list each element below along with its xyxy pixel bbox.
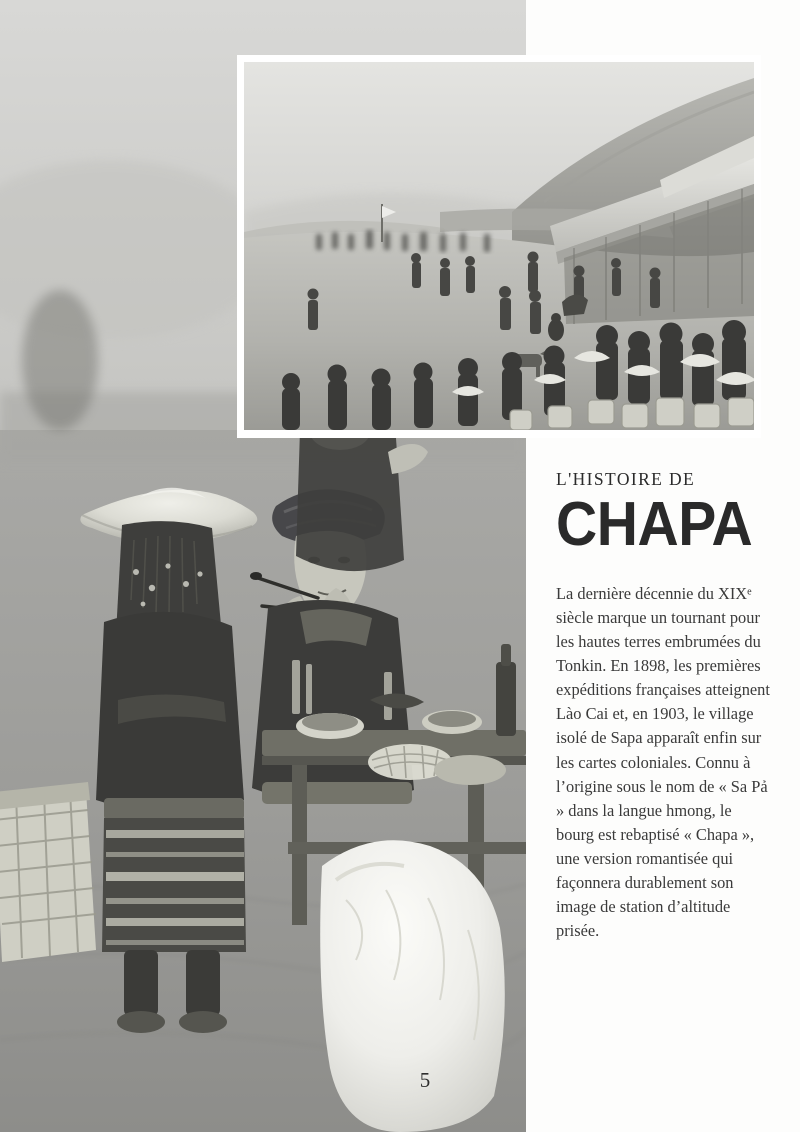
article-body-paragraph (556, 582, 770, 944)
page-number: 5 (419, 1068, 431, 1092)
article-headline: CHAPA (556, 490, 753, 560)
inset-photo-frame (237, 55, 761, 438)
body-after-sup: siècle marque un tournant pour les hautes terres embrumées du Tonkin. En 1898, les premières expéditions françaises atteignent Lào Cai et, en 1903, le village isolé de Sapa apparaît enfin sur les cartes coloniales. Connu à l’origine sous le nom de « Sa Pả » dans la langue hmong, le bourg est rebaptisé « Chapa », une version romantisée qui façonnera durablement son image de station d’altitude prisée. (556, 607, 770, 941)
article-eyebrow: L'HISTOIRE DE (556, 469, 696, 489)
article-text-column (556, 470, 770, 943)
body-before-sup: La dernière décennie du XIX (556, 583, 748, 603)
ordinal-superscript: e (747, 586, 752, 598)
inset-photo (244, 62, 754, 430)
